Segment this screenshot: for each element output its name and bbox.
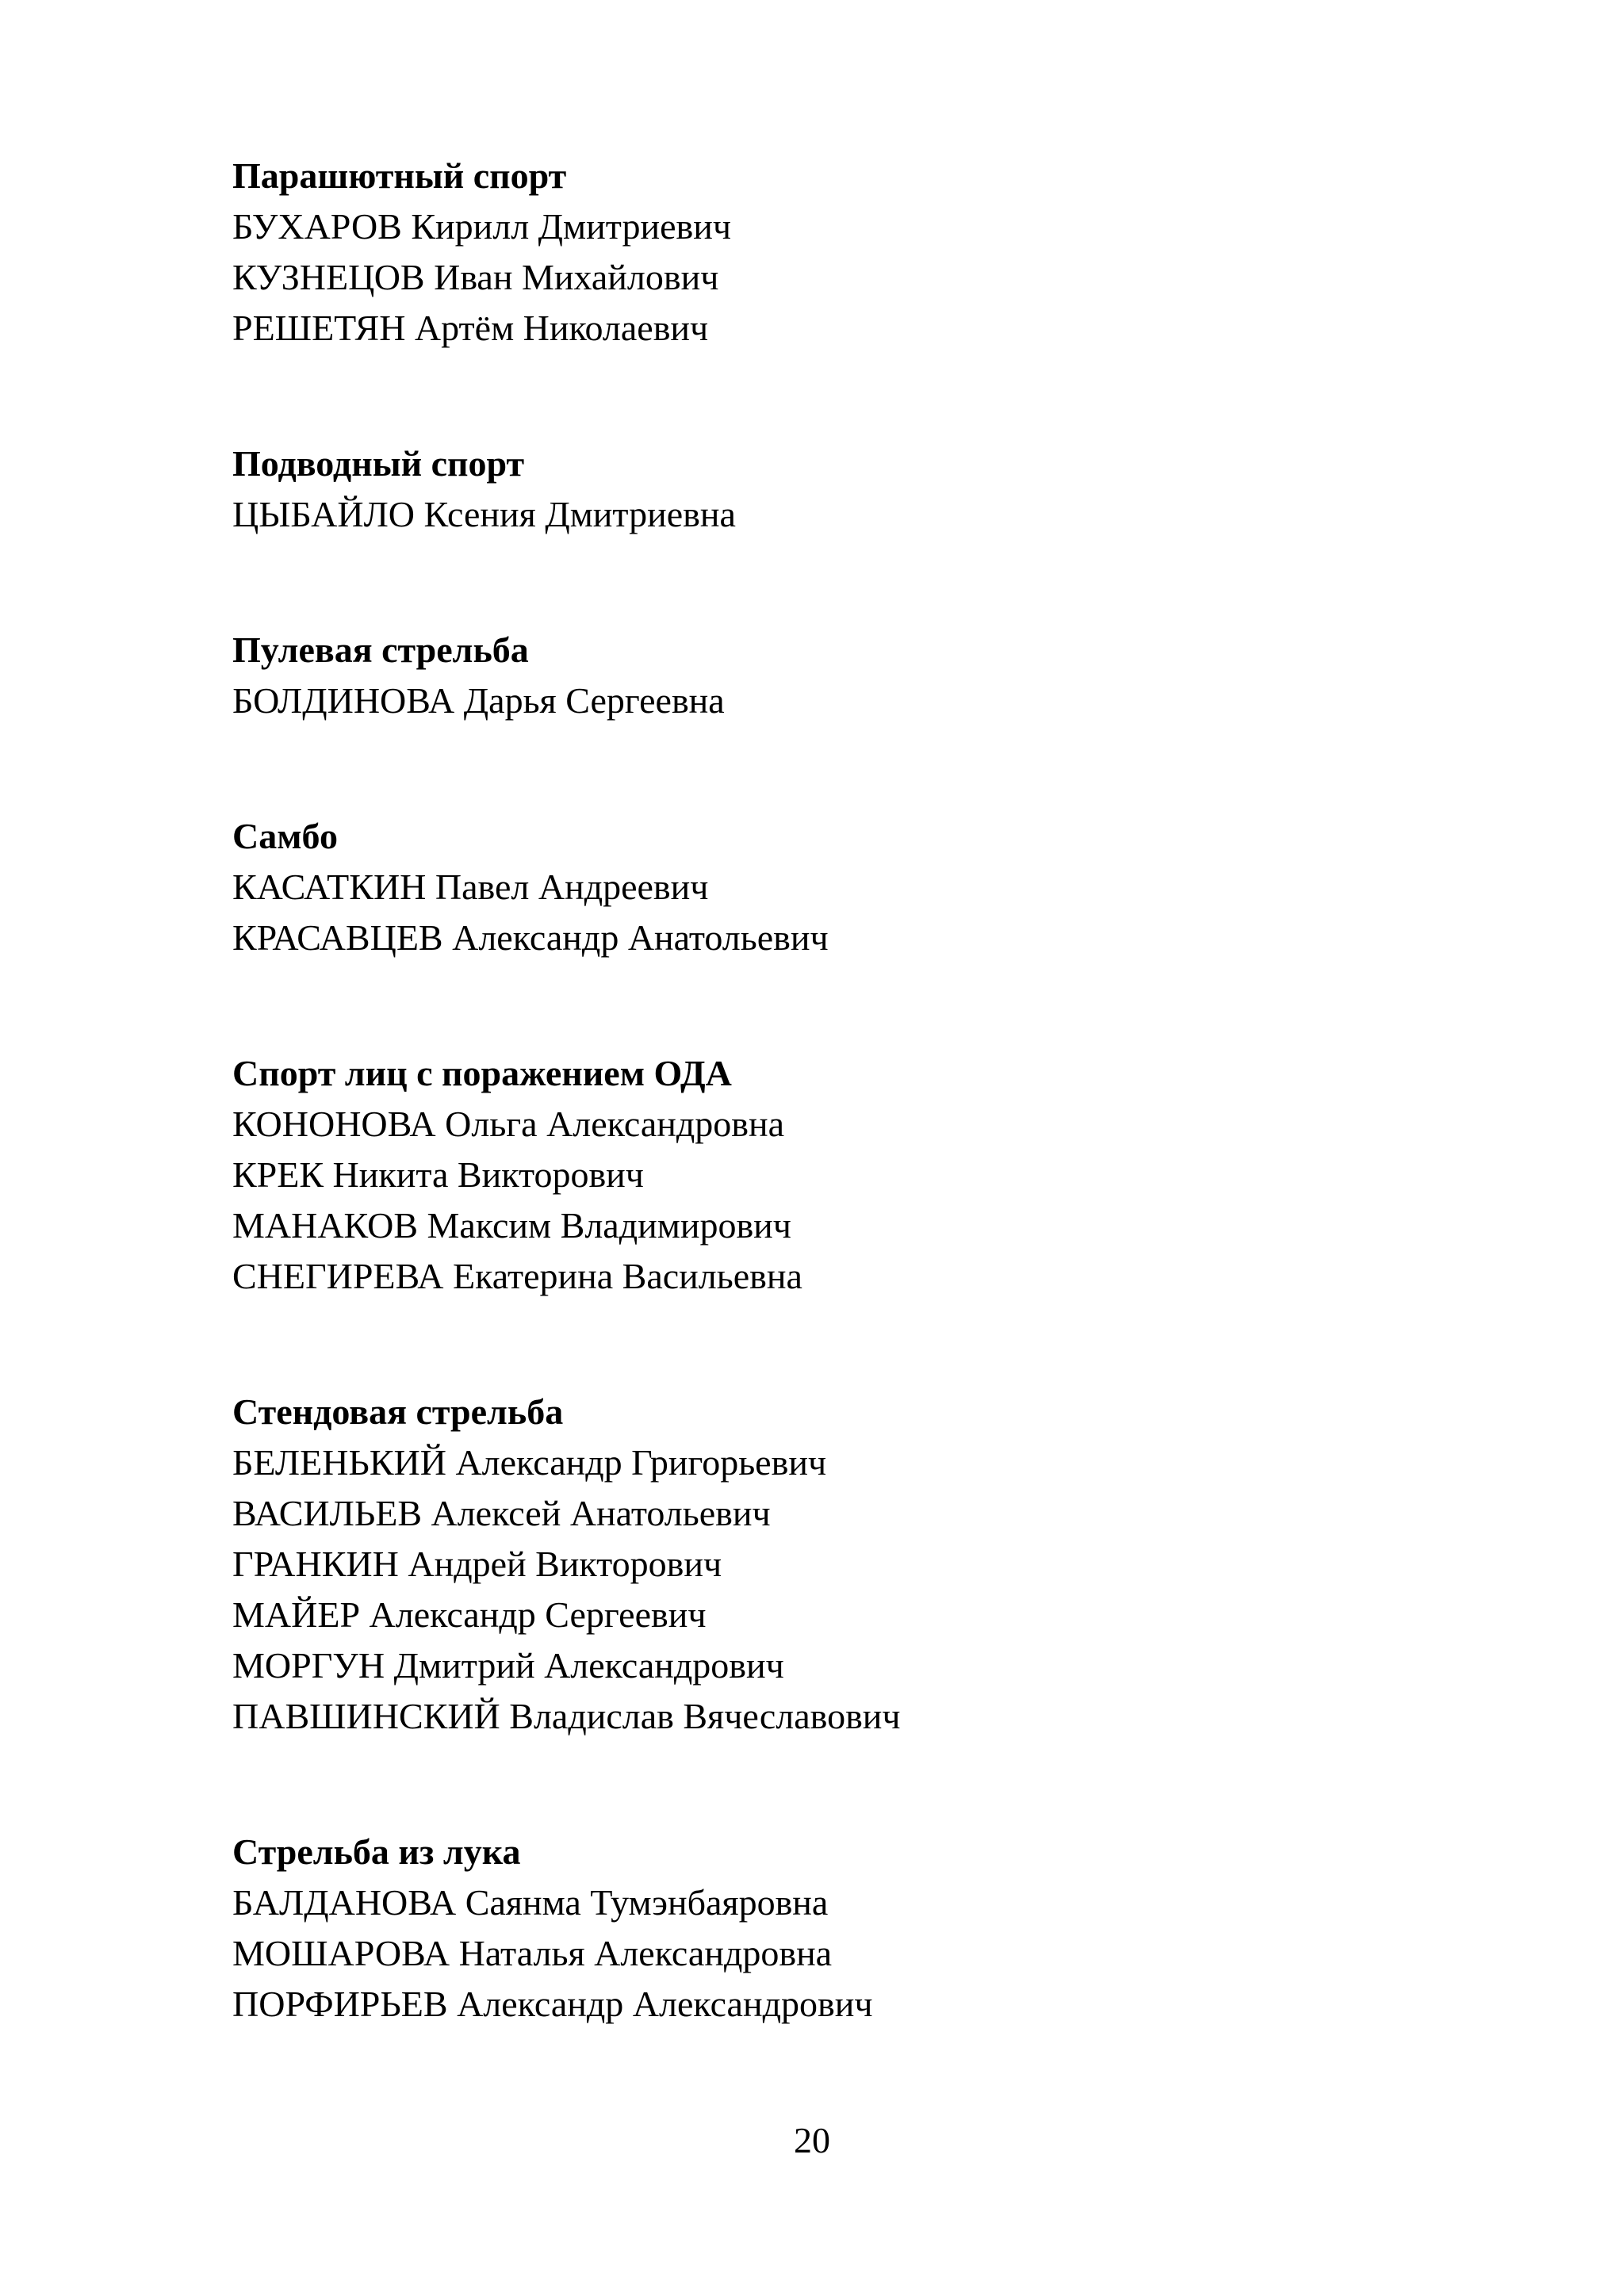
athlete-name: БУХАРОВ Кирилл Дмитриевич [232, 206, 731, 247]
athlete-name: КРАСАВЦЕВ Александр Анатольевич [232, 917, 829, 958]
athlete-name: КРЕК Никита Викторович [232, 1154, 644, 1195]
athlete-name: РЕШЕТЯН Артём Николаевич [232, 308, 709, 348]
section-title: Пулевая стрельба [232, 629, 529, 670]
section-title: Самбо [232, 816, 338, 856]
page-number: 20 [794, 2120, 830, 2160]
section-title: Парашютный спорт [232, 155, 567, 196]
section-title: Подводный спорт [232, 443, 525, 484]
athlete-name: МАНАКОВ Максим Владимирович [232, 1205, 791, 1246]
athlete-name: БЕЛЕНЬКИЙ Александр Григорьевич [232, 1442, 827, 1483]
athlete-name: МОШАРОВА Наталья Александровна [232, 1933, 833, 1973]
sport-sections-list [232, 151, 1422, 2114]
section-underwater-sport [232, 438, 1422, 540]
athlete-name: БОЛДИНОВА Дарья Сергеевна [232, 680, 725, 721]
section-bullet-shooting [232, 625, 1422, 726]
athlete-name: ПОРФИРЬЕВ Александр Александрович [232, 1984, 873, 2024]
section-parachuting [232, 151, 1422, 354]
section-sambo [232, 811, 1422, 963]
section-title: Стендовая стрельба [232, 1391, 564, 1432]
section-title: Спорт лиц с поражением ОДА [232, 1053, 732, 1093]
section-clay-shooting [232, 1387, 1422, 1742]
athlete-name: СНЕГИРЕВА Екатерина Васильевна [232, 1256, 802, 1296]
athlete-name: ПАВШИНСКИЙ Владислав Вячеславович [232, 1696, 901, 1736]
athlete-name: ВАСИЛЬЕВ Алексей Анатольевич [232, 1493, 771, 1533]
section-archery [232, 1827, 1422, 2030]
athlete-name: ЦЫБАЙЛО Ксения Дмитриевна [232, 494, 736, 534]
athlete-name: БАЛДАНОВА Саянма Тумэнбаяровна [232, 1882, 829, 1923]
section-musculoskeletal-disability-sport [232, 1048, 1422, 1302]
section-title: Стрельба из лука [232, 1831, 521, 1872]
athlete-name: КАСАТКИН Павел Андреевич [232, 867, 709, 907]
athlete-name: КУЗНЕЦОВ Иван Михайлович [232, 257, 719, 297]
athlete-name: КОНОНОВА Ольга Александровна [232, 1104, 785, 1144]
athlete-name: ГРАНКИН Андрей Викторович [232, 1544, 722, 1584]
athlete-name: МАЙЕР Александр Сергеевич [232, 1594, 707, 1635]
athlete-name: МОРГУН Дмитрий Александрович [232, 1645, 784, 1686]
